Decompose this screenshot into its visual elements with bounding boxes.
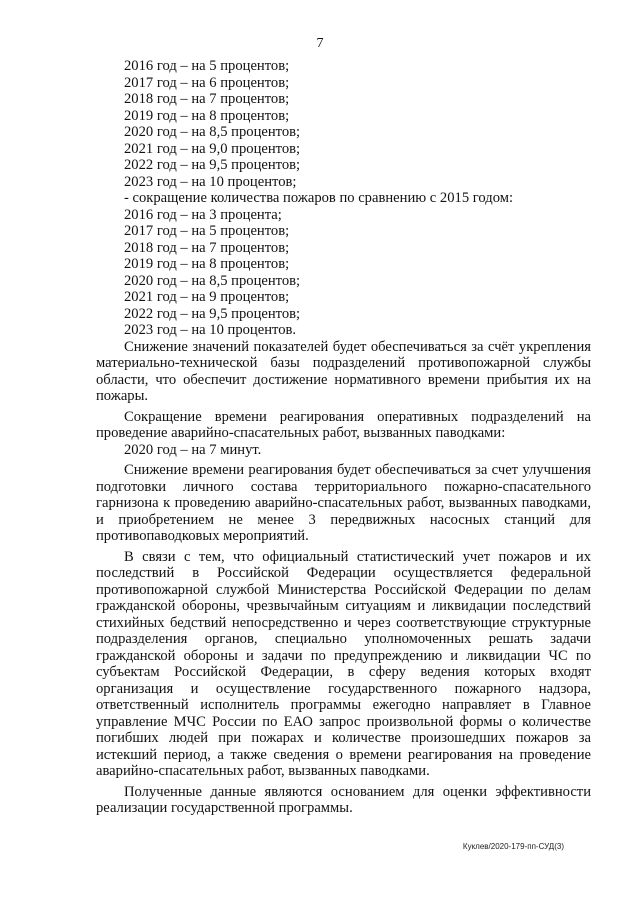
list-item: 2023 год – на 10 процентов.: [124, 322, 297, 338]
list-item: 2019 год – на 8 процентов;: [124, 256, 290, 272]
paragraph-statistics: В связи с тем, что официальный статистический учет пожаров и их последствий в Российской Федерации осуществляется федеральной противопожарной службой Министерства Российской Федерации по делам гражданской обороны, чрезвычайным ситуациям и ликвидации последствий стихийных бедствий непосредственно и через соответствующие структурные подразделения органов, специально уполномоченных решать задачи гражданской обороны и задачи по предупреждению и ликвидации ЧС по субъектам Российской Федерации, в сферу ведения которых входят организация и осуществление государственного пожарного надзора, ответственный исполнитель программы ежегодно направляет в Главное управление МЧС России по ЕАО запрос произвольной формы о количестве погибших людей при пожарах и количестве произошедших пожаров за истекший период, а также сведения о времени реагирования на проведение аварийно-спасательных работ, вызванных паводками.: [96, 548, 591, 779]
indicator-list: [96, 58, 591, 339]
paragraph-evaluation: Полученные данные являются основанием для оценки эффективности реализации государственной программы.: [96, 783, 591, 816]
paragraph-response-time: Сокращение времени реагирования оперативных подразделений на проведение аварийно-спасательных работ, вызванных паводками:: [96, 408, 591, 441]
list-item: 2021 год – на 9,0 процентов;: [124, 140, 301, 157]
list-item: 2022 год – на 9,5 процентов;: [124, 305, 301, 322]
list-item: 2020 год – на 8,5 процентов;: [124, 272, 301, 289]
list-item: 2022 год – на 9,5 процентов;: [124, 157, 301, 173]
list-item: 2020 год – на 8,5 процентов;: [124, 124, 301, 140]
paragraph-equipment: Снижение значений показателей будет обеспечиваться за счёт укрепления материально-технической базы подразделений противопожарной службы области, что обеспечит достижение нормативного времени прибытия их на пожары.: [96, 338, 591, 404]
list-item: 2019 год – на 8 процентов;: [124, 107, 290, 124]
list-item: 2020 год – на 7 минут.: [124, 441, 262, 458]
list-item: 2021 год – на 9 процентов;: [124, 289, 290, 305]
list-item: 2016 год – на 3 процента;: [124, 206, 282, 223]
list-item: 2017 год – на 5 процентов;: [124, 223, 290, 239]
list-item: 2018 год – на 7 процентов;: [124, 91, 290, 107]
list-item: 2017 год – на 6 процентов;: [124, 74, 290, 91]
list-item: 2016 год – на 5 процентов;: [124, 58, 290, 74]
page-number: 7: [316, 36, 324, 51]
list-item: 2018 год – на 7 процентов;: [124, 239, 290, 256]
paragraph-training: Снижение времени реагирования будет обеспечиваться за счет улучшения подготовки личного состава территориального пожарно-спасательного гарнизона к проведению аварийно-спасательных работ, вызванных паводками, и приобретением не менее 3 передвижных насосных станций для противопаводковых мероприятий.: [96, 462, 591, 544]
list-item: 2023 год – на 10 процентов;: [124, 173, 297, 190]
page-body: [96, 58, 591, 817]
list-heading: - сокращение количества пожаров по сравнению с 2015 годом:: [124, 190, 513, 206]
document-code: Куклев/2020-179-пп-СУД(3): [462, 842, 564, 851]
